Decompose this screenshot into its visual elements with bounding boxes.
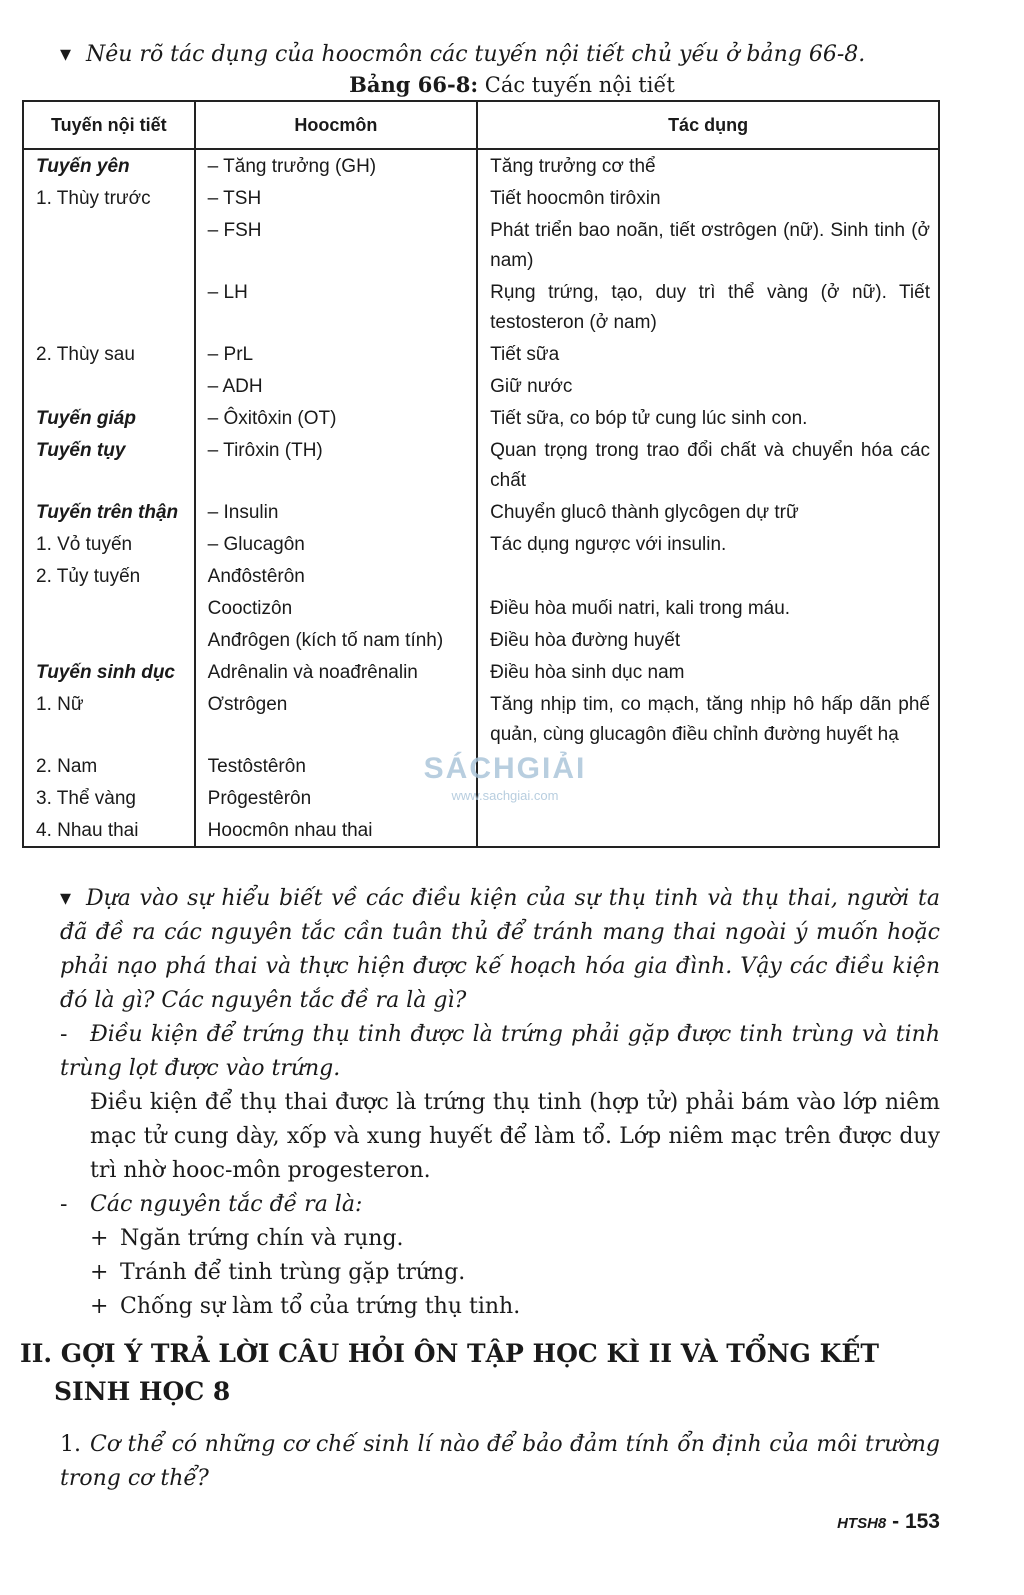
hormone-cell: Anđrôgen (kích tố nam tính) — [195, 624, 477, 656]
hormone-cell: Adrênalin và noađrênalin — [195, 656, 477, 688]
dash-bullet: - — [60, 1192, 68, 1217]
answer-pregnancy-condition — [90, 1086, 940, 1188]
answer-text: Các nguyên tắc đề ra là: — [90, 1192, 363, 1217]
table-row — [23, 814, 939, 847]
triangle-bullet-icon: ▾ — [60, 886, 72, 911]
watermark-logo-text: SÁCHGIẢI — [423, 752, 587, 785]
hormone-cell: – Insulin — [195, 496, 477, 528]
effect-cell: Rụng trứng, tạo, duy trì thể vàng (ở nữ). Tiết testosteron (ở nam) — [477, 276, 939, 338]
gland-cell: 1. Nữ — [23, 688, 195, 750]
header-hormone: Hoocmôn — [195, 101, 477, 149]
gland-cell: Tuyến tụy — [23, 434, 195, 496]
question-table-instruction — [60, 38, 865, 72]
gland-cell: 2. Nam — [23, 750, 195, 782]
table-caption-text: Các tuyến nội tiết — [478, 73, 675, 97]
effect-cell: Phát triển bao noãn, tiết ơstrôgen (nữ). Sinh tinh (ở nam) — [477, 214, 939, 276]
review-question-1 — [60, 1428, 940, 1496]
gland-cell: Tuyến trên thận — [23, 496, 195, 528]
gland-cell — [23, 370, 195, 402]
hormone-cell: – Ôxitôxin (OT) — [195, 402, 477, 434]
gland-cell: 2. Thùy sau — [23, 338, 195, 370]
effect-cell: Tiết sữa — [477, 338, 939, 370]
hormone-cell: – Glucagôn — [195, 528, 477, 560]
effect-cell: Tác dụng ngược với insulin. — [477, 528, 939, 560]
gland-cell: Tuyến giáp — [23, 402, 195, 434]
effect-cell: Điều hòa sinh dục nam — [477, 656, 939, 688]
question-number: 1. — [60, 1432, 81, 1457]
hormone-cell: Hoocmôn nhau thai — [195, 814, 477, 847]
hormone-cell: – ADH — [195, 370, 477, 402]
plus-bullet: + — [90, 1260, 109, 1285]
table-row — [23, 338, 939, 370]
gland-cell — [23, 276, 195, 338]
header-effect: Tác dụng — [477, 101, 939, 149]
section-heading-line: II. GỢI Ý TRẢ LỜI CÂU HỎI ÔN TẬP HỌC KÌ II VÀ TỔNG KẾT — [20, 1339, 879, 1368]
table-row — [23, 496, 939, 528]
gland-cell: Tuyến sinh dục — [23, 656, 195, 688]
hormone-cell: – Tirôxin (TH) — [195, 434, 477, 496]
gland-cell: Tuyến yên — [23, 149, 195, 182]
table-row — [23, 149, 939, 182]
question-text: Cơ thể có những cơ chế sinh lí nào để bảo đảm tính ổn định của môi trường trong cơ thể? — [60, 1432, 940, 1491]
question-text: Dựa vào sự hiểu biết về các điều kiện của sự thụ tinh và thụ thai, người ta đã đề ra các nguyên tắc cần tuân thủ để tránh mang thai ngoài ý muốn hoặc phải nạo phá thai và thực hiện được kế hoạch hóa gia đình. Vậy các điều kiện đó là gì? Các nguyên tắc đề ra là gì? — [60, 886, 940, 1013]
table-row — [23, 560, 939, 592]
effect-cell: Quan trọng trong trao đổi chất và chuyển hóa các chất — [477, 434, 939, 496]
effect-cell: Điều hòa đường huyết — [477, 624, 939, 656]
hormone-cell: Prôgestêrôn — [195, 782, 477, 814]
table-row — [23, 214, 939, 276]
question-text: Nêu rõ tác dụng của hoocmôn các tuyến nội tiết chủ yếu ở bảng 66-8. — [86, 42, 866, 67]
table-caption — [0, 72, 1024, 97]
effect-cell: Tiết hoocmôn tirôxin — [477, 182, 939, 214]
table-row — [23, 434, 939, 496]
section-heading-line: SINH HỌC 8 — [54, 1377, 231, 1406]
answer-text: Điều kiện để thụ thai được là trứng thụ tinh (hợp tử) phải bám vào lớp niêm mạc tử cung dày, xốp và xung huyết để làm tổ. Lớp niêm mạc trên được duy trì nhờ hooc-môn progesteron. — [90, 1090, 940, 1183]
watermark — [400, 752, 610, 803]
hormone-cell: Anđôstêrôn — [195, 560, 477, 592]
gland-cell: 1. Thùy trước — [23, 182, 195, 214]
hormone-cell: – FSH — [195, 214, 477, 276]
table-row — [23, 402, 939, 434]
effect-cell — [477, 814, 939, 847]
principle-list — [90, 1222, 940, 1324]
table-row — [23, 656, 939, 688]
hormone-cell: Cooctizôn — [195, 592, 477, 624]
hormone-cell: – LH — [195, 276, 477, 338]
dash-bullet: - — [60, 1022, 68, 1047]
list-item: + Chống sự làm tổ của trứng thụ tinh. — [90, 1290, 940, 1324]
table-row — [23, 370, 939, 402]
question-family-planning — [60, 882, 940, 1018]
table-row — [23, 276, 939, 338]
effect-cell: Tiết sữa, co bóp tử cung lúc sinh con. — [477, 402, 939, 434]
hormone-cell: Ơstrôgen — [195, 688, 477, 750]
hormone-cell: Testôstêrôn — [195, 750, 477, 782]
triangle-bullet-icon: ▾ — [60, 42, 72, 67]
effect-cell: Chuyển glucô thành glycôgen dự trữ — [477, 496, 939, 528]
endocrine-gland-table — [22, 100, 940, 848]
table-body — [23, 149, 939, 847]
effect-cell — [477, 560, 939, 592]
answer-principles-intro — [60, 1188, 940, 1222]
effect-cell: Giữ nước — [477, 370, 939, 402]
table-row — [23, 624, 939, 656]
header-gland: Tuyến nội tiết — [23, 101, 195, 149]
answer-text: Điều kiện để trứng thụ tinh được là trứng phải gặp được tinh trùng và tinh trùng lọt được vào trứng. — [60, 1022, 940, 1081]
gland-cell: 4. Nhau thai — [23, 814, 195, 847]
hormone-cell: – Tăng trưởng (GH) — [195, 149, 477, 182]
table-caption-label: Bảng 66-8: — [349, 72, 479, 97]
watermark-url: www.sachgiai.com — [451, 788, 559, 803]
table-row — [23, 592, 939, 624]
gland-cell — [23, 592, 195, 624]
table-row — [23, 688, 939, 750]
plus-bullet: + — [90, 1226, 109, 1251]
gland-cell — [23, 624, 195, 656]
effect-cell: Điều hòa muối natri, kali trong máu. — [477, 592, 939, 624]
gland-cell: 3. Thể vàng — [23, 782, 195, 814]
page-number: 153 — [904, 1510, 940, 1533]
gland-cell: 2. Tủy tuyến — [23, 560, 195, 592]
hormone-cell: – TSH — [195, 182, 477, 214]
hormone-cell: – PrL — [195, 338, 477, 370]
gland-cell: 1. Vỏ tuyến — [23, 528, 195, 560]
section-heading — [20, 1335, 950, 1411]
effect-cell: Tăng trưởng cơ thể — [477, 149, 939, 182]
effect-cell: Tăng nhịp tim, co mạch, tăng nhịp hô hấp dãn phế quản, cùng glucagôn điều chỉnh đường huyết hạ — [477, 688, 939, 750]
list-item: + Tránh để tinh trùng gặp trứng. — [90, 1256, 940, 1290]
page-footer: HTSH8 - 153 — [837, 1510, 940, 1533]
answer-fertilization-condition — [60, 1018, 940, 1086]
list-item: + Ngăn trứng chín và rụng. — [90, 1222, 940, 1256]
table-row — [23, 182, 939, 214]
table-row — [23, 528, 939, 560]
plus-bullet: + — [90, 1294, 109, 1319]
table-header-row — [23, 101, 939, 149]
book-code: HTSH8 — [837, 1515, 887, 1532]
gland-cell — [23, 214, 195, 276]
